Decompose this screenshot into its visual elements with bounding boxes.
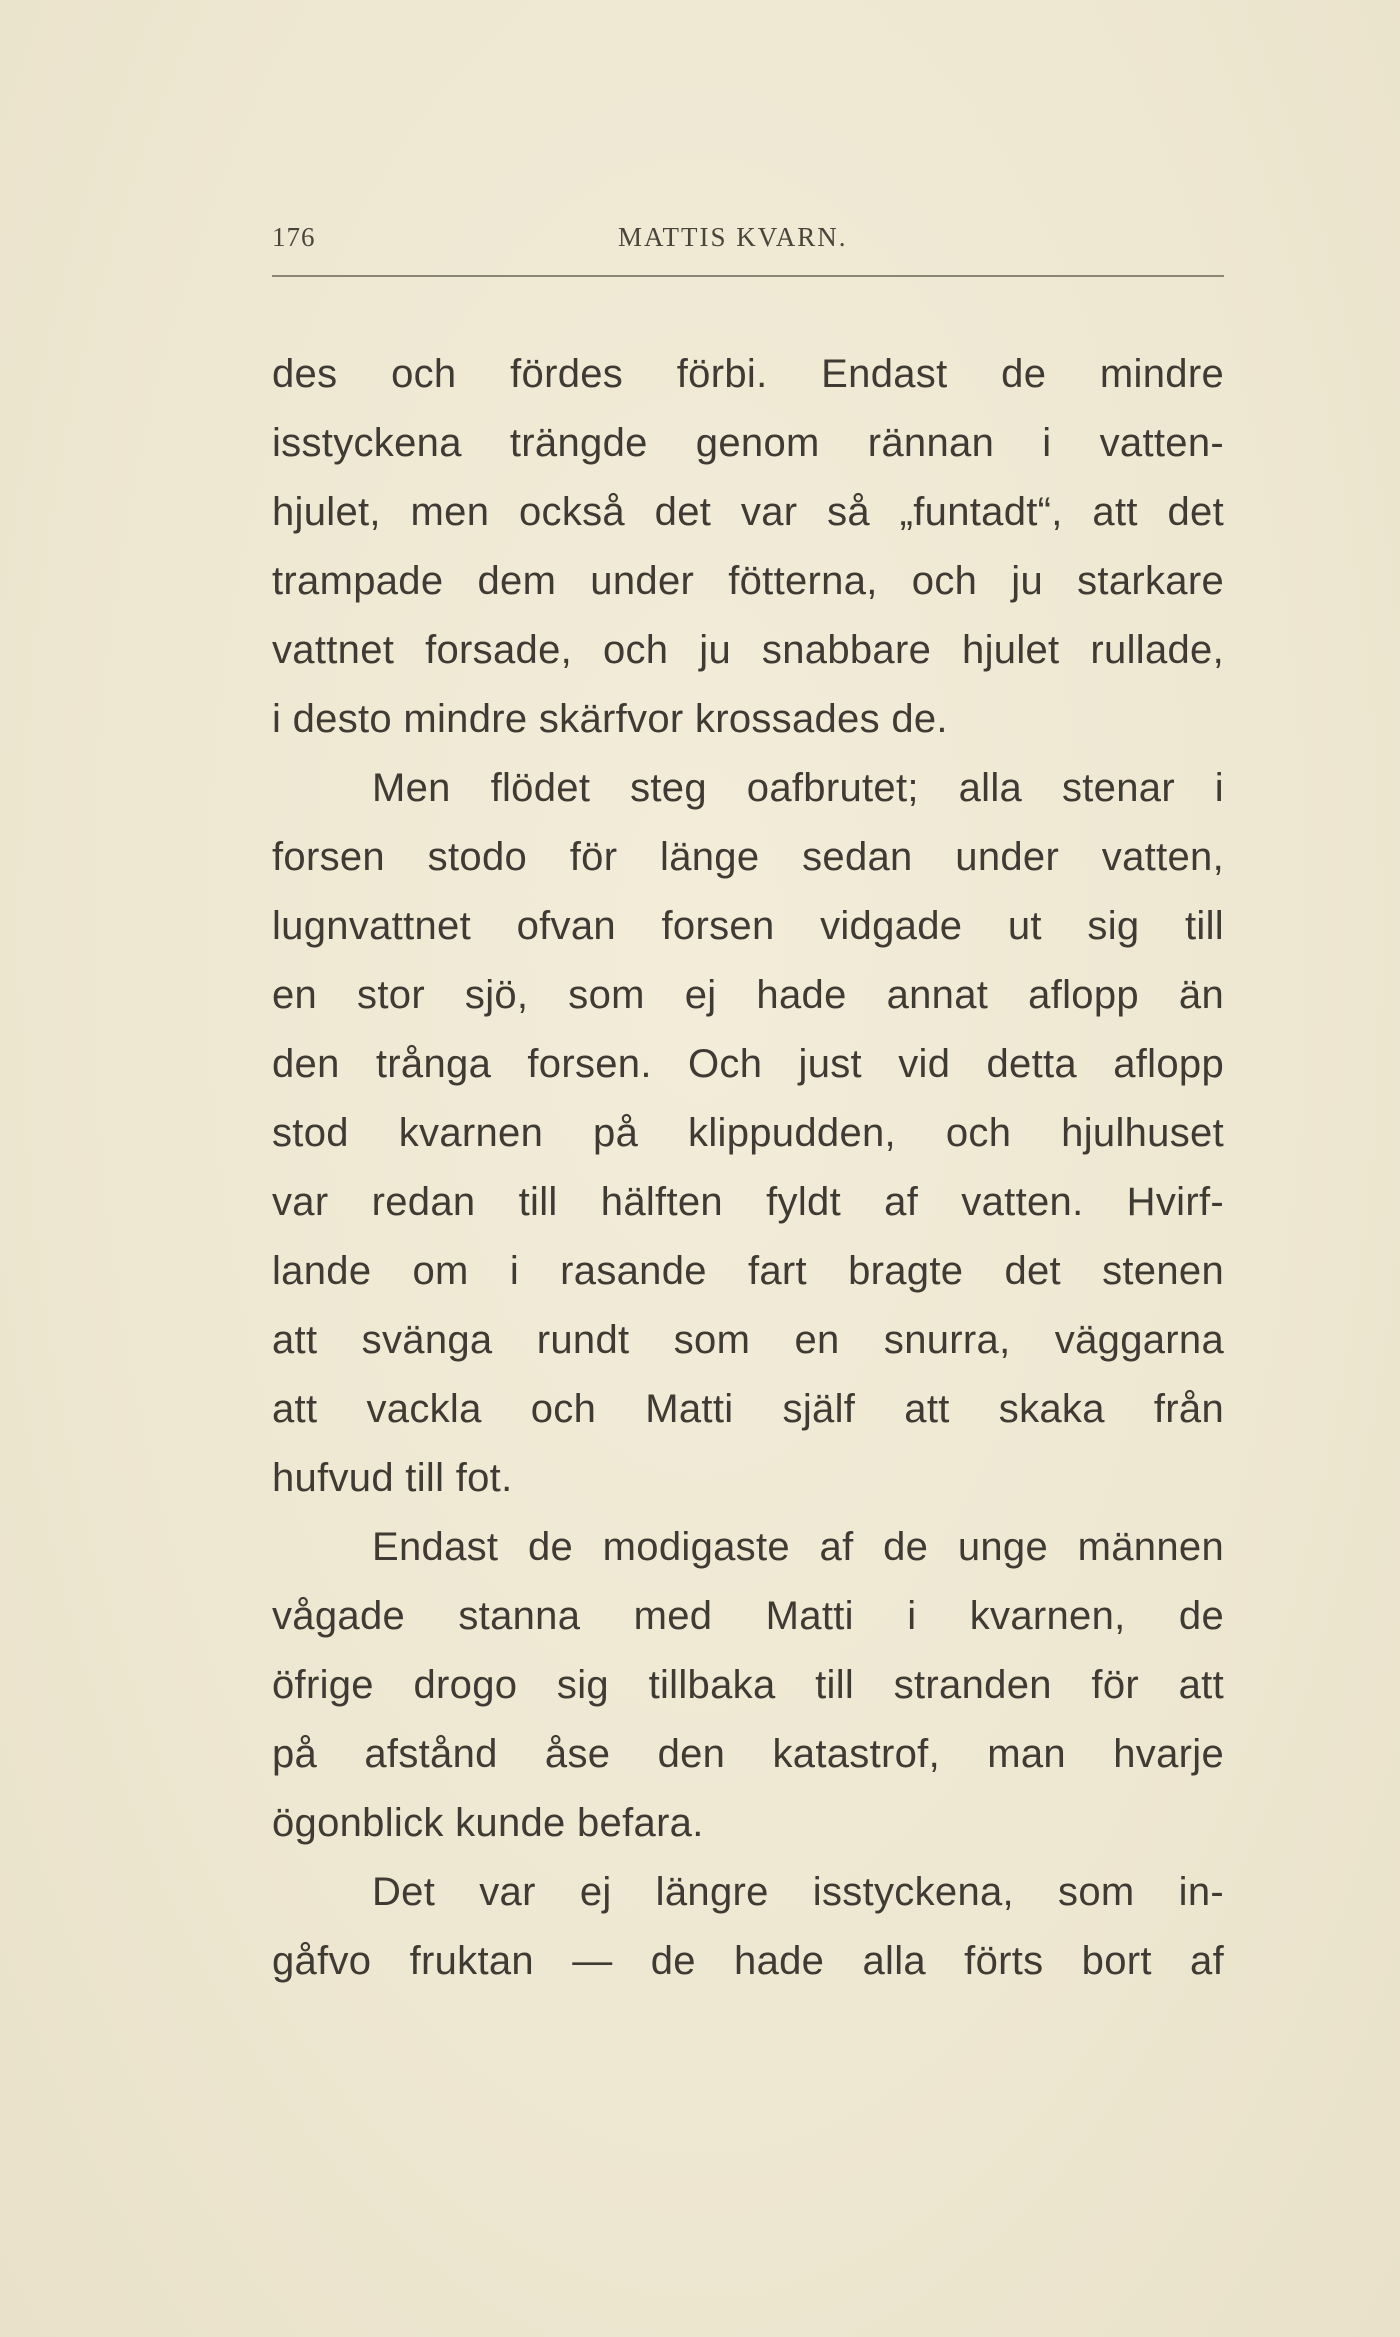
text-line: en stor sjö, som ej hade annat aflopp än (272, 973, 1224, 1017)
header-rule (272, 275, 1224, 277)
text-line: des och fördes förbi. Endast de mindre (272, 352, 1224, 396)
text-line: Men flödet steg oafbrutet; alla stenar i (372, 766, 1224, 810)
text-line: vågade stanna med Matti i kvarnen, de (272, 1594, 1224, 1638)
text-line: trampade dem under fötterna, och ju starkare (272, 559, 1224, 603)
text-line: att vackla och Matti själf att skaka från (272, 1387, 1224, 1431)
text-line: Endast de modigaste af de unge männen (372, 1525, 1224, 1569)
page-number: 176 (272, 222, 316, 252)
text-line: lande om i rasande fart bragte det stenen (272, 1249, 1224, 1293)
text-line: var redan till hälften fyldt af vatten. Hvirf- (272, 1180, 1224, 1224)
text-line: ögonblick kunde befara. (272, 1801, 704, 1845)
running-title: MATTIS KVARN. (618, 222, 848, 252)
text-line: den trånga forsen. Och just vid detta aflopp (272, 1042, 1224, 1086)
text-line: öfrige drogo sig tillbaka till stranden för att (272, 1663, 1224, 1707)
text-line: stod kvarnen på klippudden, och hjulhuset (272, 1111, 1224, 1155)
text-line: i desto mindre skärfvor krossades de. (272, 697, 948, 741)
text-line: isstyckena trängde genom rännan i vatten- (272, 421, 1224, 465)
text-line: lugnvattnet ofvan forsen vidgade ut sig till (272, 904, 1224, 948)
text-line: på afstånd åse den katastrof, man hvarje (272, 1732, 1224, 1776)
running-head (272, 222, 1224, 262)
text-line: hufvud till fot. (272, 1456, 513, 1500)
body-text (272, 340, 1224, 1996)
text-line: vattnet forsade, och ju snabbare hjulet rullade, (272, 628, 1224, 672)
text-line: gåfvo fruktan — de hade alla förts bort af (272, 1939, 1224, 1983)
text-line: att svänga rundt som en snurra, väggarna (272, 1318, 1224, 1362)
text-line: hjulet, men också det var så „funtadt“, att det (272, 490, 1224, 534)
text-line: forsen stodo för länge sedan under vatten, (272, 835, 1224, 879)
text-line: Det var ej längre isstyckena, som in- (372, 1870, 1224, 1914)
